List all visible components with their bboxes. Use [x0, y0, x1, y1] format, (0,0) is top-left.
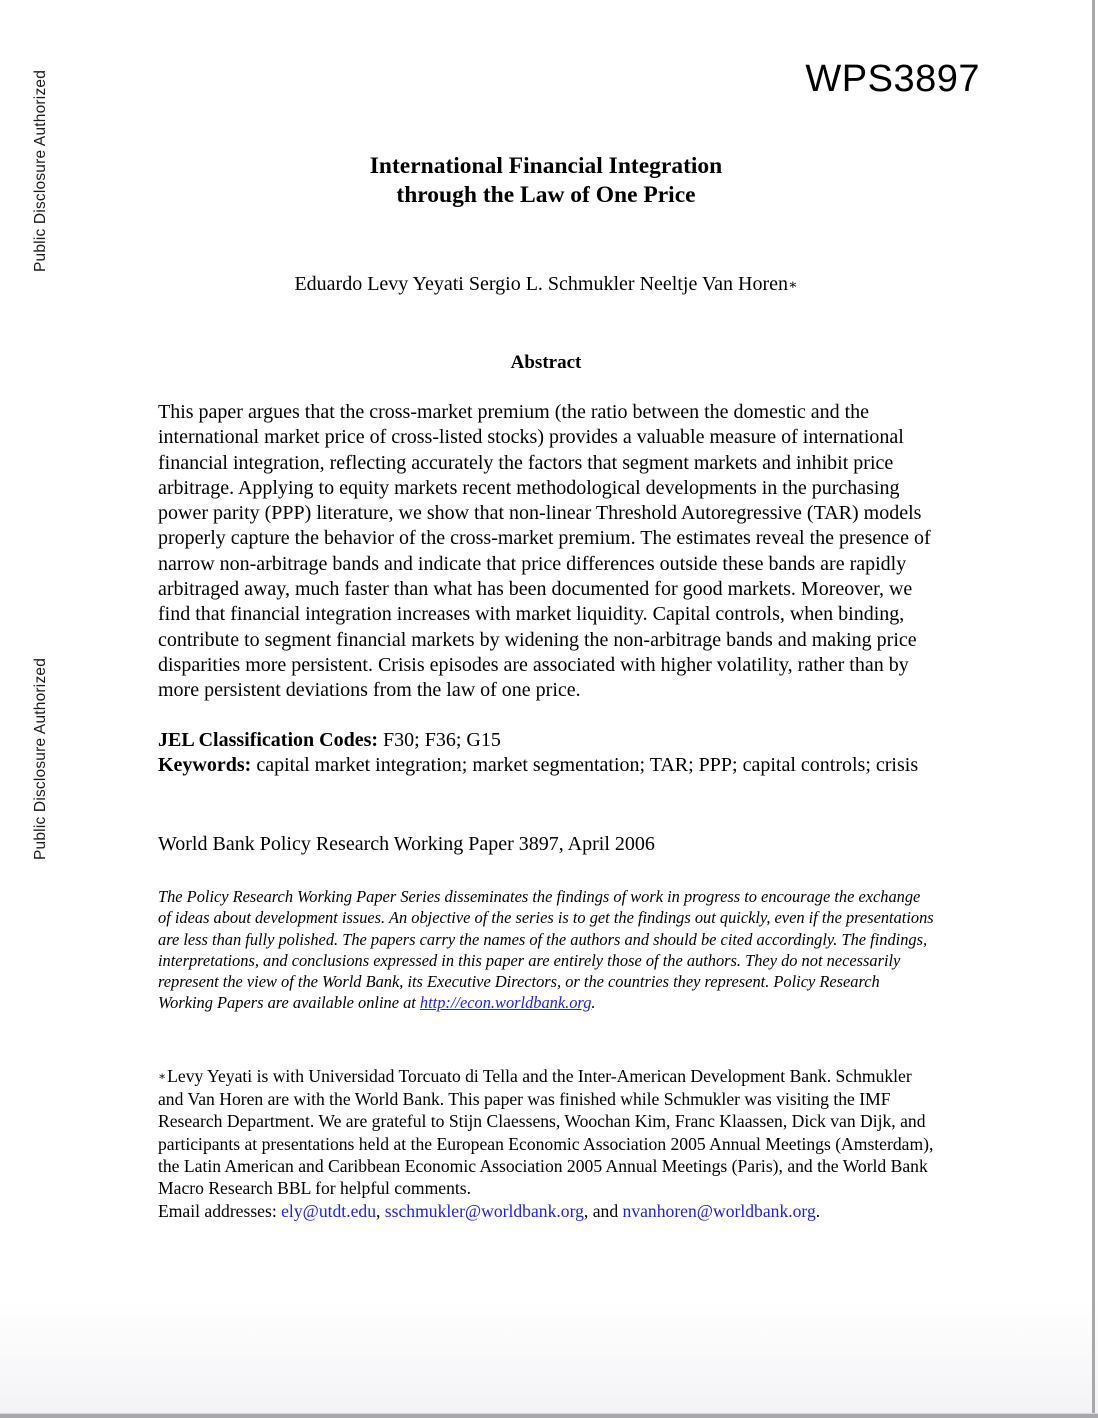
footnote-text: Levy Yeyati is with Universidad Torcuato di Tella and the Inter-American Development Bank. Schmukler and Van Horen are with the World Bank. This paper was finished while Schmukler was visiting the IMF Research Department. We are grateful to Stijn Claessens, Woochan Kim, Franc Klaassen, Dick van Dijk, and participants at presentations held at the European Economic Association 2005 Annual Meetings (Amsterdam), the Latin American and Caribbean Economic Association 2005 Annual Meetings (Paris), and the World Bank Macro Research BBL for helpful comments. [158, 1066, 934, 1199]
content-column [158, 0, 934, 1222]
page-title [158, 0, 934, 210]
margin-stamp-public-disclosure-bottom: Public Disclosure Authorized [32, 657, 49, 860]
jel-label: JEL Classification Codes: [158, 728, 379, 751]
econ-worldbank-link[interactable]: http://econ.worldbank.org [419, 993, 592, 1013]
jel-value: F30; F36; G15 [378, 728, 501, 751]
email-end-punctuation: . [815, 1200, 821, 1221]
keywords-value: capital market integration; market segmentation; TAR; PPP; capital controls; crisis [251, 753, 919, 776]
author-affiliation-footnote [158, 1013, 934, 1222]
email-separator-1: , [376, 1200, 385, 1221]
series-disclaimer [158, 857, 934, 1013]
page-title-line-2: through the Law of One Price [396, 182, 696, 208]
disclaimer-text-end: . [591, 993, 596, 1013]
abstract-heading: Abstract [510, 352, 582, 373]
page-right-edge [1092, 0, 1095, 1418]
disclaimer-text: The Policy Research Working Paper Series disseminates the findings of work in progress to encourage the exchange of ideas about development issues. An objective of the series is to get the findings out quickly, even if the presentations are less than fully polished. The papers carry the names of the authors and should be cited accordingly. The findings, interpretations, and conclusions expressed in this paper are entirely those of the authors. They do not necessarily represent the view of the World Bank, its Executive Directors, or the countries they represent. Policy Research Working Papers are available online at [158, 887, 934, 1013]
wps-number: WPS3897 [805, 58, 980, 100]
email-link-ely[interactable]: ely@utdt.edu [281, 1200, 376, 1221]
page-title-line-1: International Financial Integration [369, 153, 723, 179]
page-bottom-gradient [0, 1298, 1098, 1418]
email-link-sschmukler[interactable]: sschmukler@worldbank.org [384, 1200, 584, 1221]
email-separator-2: , and [583, 1200, 623, 1221]
email-addresses-label: Email addresses: [158, 1200, 282, 1221]
author-names: Eduardo Levy Yeyati Sergio L. Schmukler Neeltje Van Horen [294, 273, 789, 295]
email-link-nvanhoren[interactable]: nvanhoren@worldbank.org [622, 1200, 816, 1221]
margin-stamp-public-disclosure-top: Public Disclosure Authorized [32, 69, 49, 272]
author-footnote-marker: ∗ [788, 278, 798, 293]
page-bottom-edge [0, 1414, 1098, 1418]
author-line [158, 210, 934, 296]
series-line: World Bank Policy Research Working Paper 3897, April 2006 [158, 833, 655, 856]
footnote-marker: ∗ [158, 1069, 167, 1084]
abstract-body: This paper argues that the cross-market premium (the ratio between the domestic and the international market price of cross-listed stocks) provides a valuable measure of international financial integration, reflecting accurately the factors that segment markets and inhibit price arbitrage. Applying to equity markets recent methodological developments in the purchasing power parity (PPP) literature, we show that non-linear Threshold Autoregressive (TAR) models properly capture the behavior of the cross-market premium. The estimates reveal the presence of narrow non-arbitrage bands and indicate that price differences outside these bands are rapidly arbitraged away, much faster than what has been documented for good markets. Moreover, we find that financial integration increases with market liquidity. Capital controls, when binding, contribute to segment financial markets by widening the non-arbitrage bands and making price disparities more persistent. Crisis episodes are associated with higher volatility, rather than by more persistent deviations from the law of one price. [158, 401, 931, 702]
keywords-label: Keywords: [158, 753, 252, 776]
classification-keywords-block [158, 704, 934, 779]
